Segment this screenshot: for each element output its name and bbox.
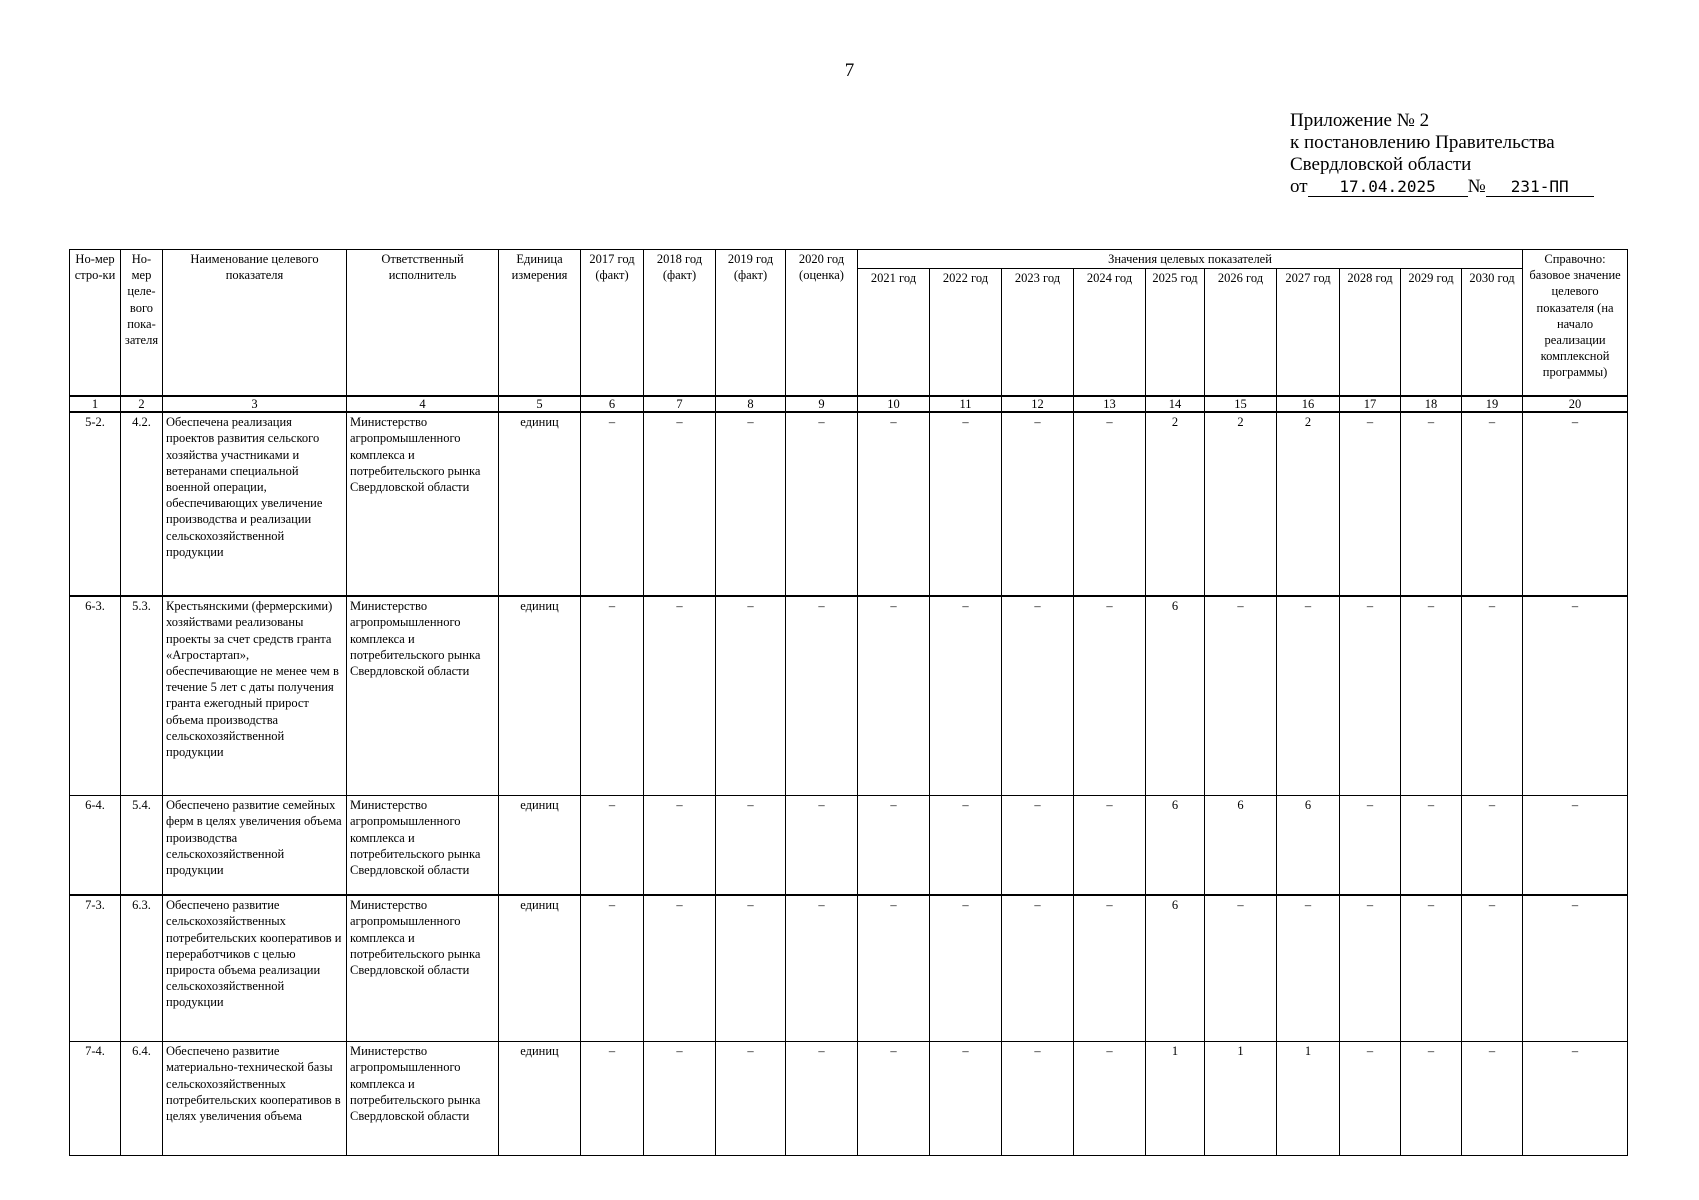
value-cell: – xyxy=(716,895,786,1042)
value-cell: – xyxy=(716,596,786,796)
header-year: 2029 год xyxy=(1401,269,1462,397)
value-cell: – xyxy=(1002,596,1074,796)
column-number: 13 xyxy=(1074,396,1146,412)
value-cell: – xyxy=(786,895,858,1042)
indicator-number: 6.4. xyxy=(121,1042,163,1156)
unit: единиц xyxy=(499,412,581,596)
column-numbers-row xyxy=(70,396,1628,412)
header-year: 2025 год xyxy=(1146,269,1205,397)
executor: Министерство агропромышленного комплекса и потребительского рынка Свердловской области xyxy=(347,895,499,1042)
column-number: 18 xyxy=(1401,396,1462,412)
table-row xyxy=(70,596,1628,796)
value-cell: – xyxy=(1523,412,1628,596)
header-year: 2027 год xyxy=(1277,269,1340,397)
indicator-name: Обеспечено развитие материально-технической базы сельскохозяйственных потребительских кооперативов в целях увеличения объема xyxy=(163,1042,347,1156)
table-row xyxy=(70,412,1628,596)
value-cell: – xyxy=(644,1042,716,1156)
unit: единиц xyxy=(499,895,581,1042)
value-cell: 6 xyxy=(1146,596,1205,796)
value-cell: – xyxy=(930,1042,1002,1156)
value-cell: 1 xyxy=(1146,1042,1205,1156)
value-cell: – xyxy=(1340,796,1401,896)
column-number: 15 xyxy=(1205,396,1277,412)
value-cell: – xyxy=(1340,412,1401,596)
value-cell: – xyxy=(858,1042,930,1156)
indicator-name: Обеспечена реализация проектов развития сельского хозяйства участниками и ветеранами специальной военной операции, обеспечивающих увеличение производства и реализации сельскохозяйственной продукции xyxy=(163,412,347,596)
value-cell: – xyxy=(644,412,716,596)
value-cell: – xyxy=(1462,895,1523,1042)
appendix-date-line xyxy=(1290,176,1630,198)
value-cell: – xyxy=(1401,596,1462,796)
indicator-number: 5.3. xyxy=(121,596,163,796)
value-cell: – xyxy=(858,596,930,796)
page-number: 7 xyxy=(844,60,855,81)
value-cell: – xyxy=(581,1042,644,1156)
value-cell: – xyxy=(1277,895,1340,1042)
value-cell: – xyxy=(930,895,1002,1042)
indicator-number: 5.4. xyxy=(121,796,163,896)
column-number: 4 xyxy=(347,396,499,412)
value-cell: – xyxy=(581,596,644,796)
value-cell: – xyxy=(1462,796,1523,896)
value-cell: – xyxy=(858,412,930,596)
header-2020: 2020 год (оценка) xyxy=(786,250,858,397)
column-number: 9 xyxy=(786,396,858,412)
value-cell: – xyxy=(1277,596,1340,796)
row-number: 7-3. xyxy=(70,895,121,1042)
value-cell: – xyxy=(1523,596,1628,796)
table-row xyxy=(70,1042,1628,1156)
column-number: 10 xyxy=(858,396,930,412)
column-number: 3 xyxy=(163,396,347,412)
executor: Министерство агропромышленного комплекса и потребительского рынка Свердловской области xyxy=(347,796,499,896)
header-row-number: Но-мер стро-ки xyxy=(70,250,121,397)
value-cell: – xyxy=(716,1042,786,1156)
appendix-line-1: Приложение № 2 xyxy=(1290,110,1430,131)
header-2019: 2019 год (факт) xyxy=(716,250,786,397)
executor: Министерство агропромышленного комплекса и потребительского рынка Свердловской области xyxy=(347,412,499,596)
value-cell: 1 xyxy=(1205,1042,1277,1156)
value-cell: – xyxy=(930,796,1002,896)
column-number: 7 xyxy=(644,396,716,412)
column-number: 20 xyxy=(1523,396,1628,412)
column-number: 17 xyxy=(1340,396,1401,412)
value-cell: – xyxy=(1401,412,1462,596)
unit: единиц xyxy=(499,596,581,796)
column-number: 16 xyxy=(1277,396,1340,412)
value-cell: – xyxy=(1205,596,1277,796)
value-cell: – xyxy=(1002,1042,1074,1156)
decree-date: 17.04.2025 xyxy=(1308,178,1468,197)
decree-number: 231-ПП xyxy=(1486,178,1594,197)
header-2017: 2017 год (факт) xyxy=(581,250,644,397)
value-cell: – xyxy=(786,596,858,796)
value-cell: – xyxy=(1002,895,1074,1042)
value-cell: 6 xyxy=(1205,796,1277,896)
row-number: 7-4. xyxy=(70,1042,121,1156)
table-row xyxy=(70,796,1628,896)
from-label: от xyxy=(1290,176,1308,197)
executor: Министерство агропромышленного комплекса и потребительского рынка Свердловской области xyxy=(347,1042,499,1156)
indicator-number: 4.2. xyxy=(121,412,163,596)
header-year: 2024 год xyxy=(1074,269,1146,397)
indicator-number: 6.3. xyxy=(121,895,163,1042)
value-cell: – xyxy=(1205,895,1277,1042)
value-cell: 1 xyxy=(1277,1042,1340,1156)
value-cell: – xyxy=(1523,1042,1628,1156)
value-cell: 2 xyxy=(1205,412,1277,596)
column-number: 14 xyxy=(1146,396,1205,412)
table-row xyxy=(70,895,1628,1042)
value-cell: – xyxy=(1401,1042,1462,1156)
column-number: 12 xyxy=(1002,396,1074,412)
header-unit: Единица измерения xyxy=(499,250,581,397)
header-indicator-number: Но-мер целе-вого пока-зателя xyxy=(121,250,163,397)
column-number: 19 xyxy=(1462,396,1523,412)
appendix-stamp xyxy=(1290,110,1630,198)
column-number: 2 xyxy=(121,396,163,412)
value-cell: – xyxy=(1074,412,1146,596)
value-cell: – xyxy=(1340,1042,1401,1156)
value-cell: – xyxy=(644,796,716,896)
value-cell: – xyxy=(1462,1042,1523,1156)
value-cell: 6 xyxy=(1146,796,1205,896)
value-cell: – xyxy=(1401,796,1462,896)
header-indicator-name: Наименование целевого показателя xyxy=(163,250,347,397)
value-cell: 2 xyxy=(1146,412,1205,596)
value-cell: – xyxy=(644,596,716,796)
value-cell: – xyxy=(1462,596,1523,796)
header-2018: 2018 год (факт) xyxy=(644,250,716,397)
header-executor: Ответственный исполнитель xyxy=(347,250,499,397)
appendix-line-2: к постановлению Правительства xyxy=(1290,132,1555,153)
target-indicators-table xyxy=(69,249,1628,1156)
header-year: 2028 год xyxy=(1340,269,1401,397)
column-number: 8 xyxy=(716,396,786,412)
header-target-values: Значения целевых показателей xyxy=(858,250,1523,269)
value-cell: – xyxy=(858,895,930,1042)
indicator-name: Крестьянскими (фермерскими) хозяйствами реализованы проекты за счет средств гранта «Агростартап», обеспечивающие не менее чем в течение 5 лет с даты получения гранта ежегодный прирост объема производства сельскохозяйственной продукции xyxy=(163,596,347,796)
value-cell: – xyxy=(644,895,716,1042)
unit: единиц xyxy=(499,796,581,896)
appendix-line-3: Свердловской области xyxy=(1290,154,1472,175)
value-cell: – xyxy=(858,796,930,896)
value-cell: – xyxy=(1462,412,1523,596)
unit: единиц xyxy=(499,1042,581,1156)
header-year: 2021 год xyxy=(858,269,930,397)
column-number: 5 xyxy=(499,396,581,412)
header-year: 2023 год xyxy=(1002,269,1074,397)
value-cell: – xyxy=(1002,412,1074,596)
header-reference: Справочно: базовое значение целевого показателя (на начало реализации комплексной программы) xyxy=(1523,250,1628,397)
row-number: 6-4. xyxy=(70,796,121,896)
column-number: 6 xyxy=(581,396,644,412)
indicator-name: Обеспечено развитие семейных ферм в целях увеличения объема производства сельскохозяйственной продукции xyxy=(163,796,347,896)
value-cell: – xyxy=(1002,796,1074,896)
value-cell: – xyxy=(716,796,786,896)
header-year: 2022 год xyxy=(930,269,1002,397)
value-cell: – xyxy=(1340,895,1401,1042)
number-label: № xyxy=(1467,176,1486,197)
value-cell: – xyxy=(1523,796,1628,896)
value-cell: – xyxy=(1340,596,1401,796)
value-cell: – xyxy=(1401,895,1462,1042)
value-cell: 2 xyxy=(1277,412,1340,596)
value-cell: – xyxy=(1074,596,1146,796)
value-cell: – xyxy=(1523,895,1628,1042)
row-number: 6-3. xyxy=(70,596,121,796)
indicator-name: Обеспечено развитие сельскохозяйственных потребительских кооперативов и переработчиков с целью прироста объема реализации сельскохозяйственной продукции xyxy=(163,895,347,1042)
value-cell: – xyxy=(716,412,786,596)
header-year: 2026 год xyxy=(1205,269,1277,397)
value-cell: – xyxy=(581,412,644,596)
value-cell: – xyxy=(930,596,1002,796)
column-number: 1 xyxy=(70,396,121,412)
executor: Министерство агропромышленного комплекса и потребительского рынка Свердловской области xyxy=(347,596,499,796)
value-cell: – xyxy=(1074,796,1146,896)
value-cell: – xyxy=(1074,895,1146,1042)
value-cell: 6 xyxy=(1277,796,1340,896)
header-year: 2030 год xyxy=(1462,269,1523,397)
value-cell: – xyxy=(581,895,644,1042)
value-cell: – xyxy=(786,796,858,896)
value-cell: – xyxy=(786,1042,858,1156)
column-number: 11 xyxy=(930,396,1002,412)
value-cell: – xyxy=(1074,1042,1146,1156)
value-cell: – xyxy=(581,796,644,896)
value-cell: 6 xyxy=(1146,895,1205,1042)
value-cell: – xyxy=(786,412,858,596)
value-cell: – xyxy=(930,412,1002,596)
row-number: 5-2. xyxy=(70,412,121,596)
